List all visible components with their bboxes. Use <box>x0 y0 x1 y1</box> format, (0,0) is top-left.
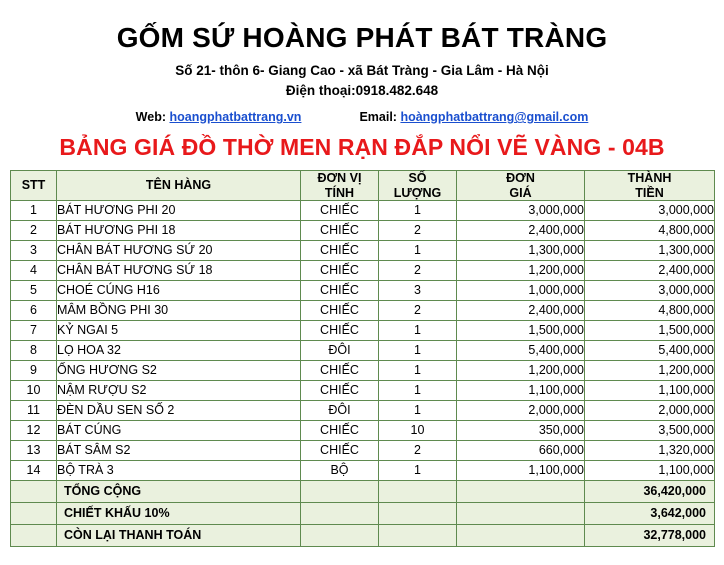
cell-name: BÁT CÚNG <box>57 420 301 440</box>
table-row <box>11 320 715 340</box>
cell-name: CHOÉ CÚNG H16 <box>57 280 301 300</box>
summary-cell-blank <box>301 502 379 524</box>
cell-stt: 3 <box>11 240 57 260</box>
cell-name: BÁT HƯƠNG PHI 20 <box>57 200 301 220</box>
column-header-unit-line2: TÍNH <box>324 185 355 200</box>
cell-qty: 1 <box>379 460 457 480</box>
cell-stt: 13 <box>11 440 57 460</box>
summary-row <box>11 502 715 524</box>
cell-unit: CHIẾC <box>301 320 379 340</box>
summary-row <box>11 480 715 502</box>
cell-stt: 8 <box>11 340 57 360</box>
table-row <box>11 280 715 300</box>
column-header-qty <box>379 171 457 201</box>
cell-price: 5,400,000 <box>457 340 585 360</box>
column-header-name: TÊN HÀNG <box>57 171 301 201</box>
column-header-price-line2: GIÁ <box>509 185 532 200</box>
summary-cell-blank <box>301 524 379 546</box>
email-label: Email: <box>359 110 397 125</box>
cell-name: BỘ TRÀ 3 <box>57 460 301 480</box>
cell-price: 660,000 <box>457 440 585 460</box>
document-header <box>10 0 714 124</box>
contact-row <box>10 110 714 124</box>
cell-name: ĐÈN DẦU SEN SỐ 2 <box>57 400 301 420</box>
table-row <box>11 220 715 240</box>
summary-cell-blank <box>457 480 585 502</box>
cell-stt: 1 <box>11 200 57 220</box>
cell-stt: 6 <box>11 300 57 320</box>
cell-qty: 1 <box>379 200 457 220</box>
cell-unit: CHIẾC <box>301 200 379 220</box>
cell-price: 1,500,000 <box>457 320 585 340</box>
cell-total: 4,800,000 <box>585 220 715 240</box>
shop-phone: Điện thoại:0918.482.648 <box>285 83 439 99</box>
cell-unit: CHIẾC <box>301 360 379 380</box>
summary-total: 36,420,000 <box>585 480 715 502</box>
cell-stt: 10 <box>11 380 57 400</box>
cell-price: 2,400,000 <box>457 220 585 240</box>
cell-stt: 9 <box>11 360 57 380</box>
cell-stt: 7 <box>11 320 57 340</box>
cell-qty: 1 <box>379 400 457 420</box>
cell-name: BÁT SÂM S2 <box>57 440 301 460</box>
cell-price: 3,000,000 <box>457 200 585 220</box>
summary-cell-blank <box>301 480 379 502</box>
cell-qty: 3 <box>379 280 457 300</box>
cell-unit: ĐÔI <box>301 340 379 360</box>
price-list-title: BẢNG GIÁ ĐỒ THỜ MEN RẠN ĐẮP NỔI VẼ VÀNG - 04B <box>59 134 665 161</box>
cell-name: LỌ HOA 32 <box>57 340 301 360</box>
table-header-row <box>11 171 715 201</box>
cell-qty: 1 <box>379 360 457 380</box>
cell-total: 1,300,000 <box>585 240 715 260</box>
table-row <box>11 260 715 280</box>
cell-stt: 11 <box>11 400 57 420</box>
cell-total: 4,800,000 <box>585 300 715 320</box>
cell-price: 1,100,000 <box>457 460 585 480</box>
cell-unit: CHIẾC <box>301 420 379 440</box>
cell-total: 1,320,000 <box>585 440 715 460</box>
table-body <box>11 200 715 546</box>
cell-name: MÂM BỒNG PHI 30 <box>57 300 301 320</box>
column-header-total-line2: TIỀN <box>635 185 664 200</box>
column-header-total-line1: THÀNH <box>627 171 672 186</box>
cell-price: 1,100,000 <box>457 380 585 400</box>
cell-unit: CHIẾC <box>301 220 379 240</box>
cell-stt: 4 <box>11 260 57 280</box>
cell-price: 2,400,000 <box>457 300 585 320</box>
column-header-unit <box>301 171 379 201</box>
cell-name: ỐNG HƯƠNG S2 <box>57 360 301 380</box>
shop-address: Số 21- thôn 6- Giang Cao - xã Bát Tràng - Gia Lâm - Hà Nội <box>175 63 549 79</box>
table-row <box>11 240 715 260</box>
cell-stt: 12 <box>11 420 57 440</box>
cell-qty: 1 <box>379 380 457 400</box>
cell-stt: 2 <box>11 220 57 240</box>
table-row <box>11 420 715 440</box>
cell-total: 1,100,000 <box>585 460 715 480</box>
cell-unit: CHIẾC <box>301 280 379 300</box>
cell-unit: CHIẾC <box>301 440 379 460</box>
cell-stt: 14 <box>11 460 57 480</box>
table-row <box>11 340 715 360</box>
column-header-unit-line1: ĐƠN VỊ <box>317 171 362 186</box>
cell-total: 3,000,000 <box>585 280 715 300</box>
summary-cell-blank <box>457 502 585 524</box>
cell-total: 2,000,000 <box>585 400 715 420</box>
cell-total: 3,000,000 <box>585 200 715 220</box>
cell-name: CHÂN BÁT HƯƠNG SỨ 20 <box>57 240 301 260</box>
website-link[interactable]: hoangphatbattrang.vn <box>169 110 302 125</box>
summary-cell-blank <box>379 502 457 524</box>
summary-cell-blank <box>457 524 585 546</box>
cell-qty: 2 <box>379 220 457 240</box>
summary-cell-blank <box>11 480 57 502</box>
table-row <box>11 380 715 400</box>
cell-qty: 2 <box>379 440 457 460</box>
cell-qty: 1 <box>379 240 457 260</box>
cell-total: 1,500,000 <box>585 320 715 340</box>
summary-label: CHIẾT KHẤU 10% <box>57 502 301 524</box>
summary-cell-blank <box>379 480 457 502</box>
column-header-stt: STT <box>11 171 57 201</box>
cell-unit: ĐÔI <box>301 400 379 420</box>
table-header <box>11 171 715 201</box>
cell-total: 1,100,000 <box>585 380 715 400</box>
table-row <box>11 400 715 420</box>
summary-label: CÒN LẠI THANH TOÁN <box>57 524 301 546</box>
cell-qty: 2 <box>379 260 457 280</box>
cell-name: NẬM RƯỢU S2 <box>57 380 301 400</box>
email-link[interactable]: hoàngphatbattrang@gmail.com <box>400 110 589 125</box>
website-entry <box>136 110 302 124</box>
column-header-price <box>457 171 585 201</box>
cell-name: BÁT HƯƠNG PHI 18 <box>57 220 301 240</box>
cell-name: KỶ NGAI 5 <box>57 320 301 340</box>
table-row <box>11 200 715 220</box>
cell-price: 1,200,000 <box>457 260 585 280</box>
table-row <box>11 440 715 460</box>
cell-unit: BỘ <box>301 460 379 480</box>
summary-total: 3,642,000 <box>585 502 715 524</box>
price-table <box>10 170 715 547</box>
summary-cell-blank <box>379 524 457 546</box>
summary-cell-blank <box>11 502 57 524</box>
cell-name: CHÂN BÁT HƯƠNG SỨ 18 <box>57 260 301 280</box>
shop-title: GỐM SỨ HOÀNG PHÁT BÁT TRÀNG <box>116 22 608 53</box>
summary-total: 32,778,000 <box>585 524 715 546</box>
cell-price: 1,200,000 <box>457 360 585 380</box>
cell-stt: 5 <box>11 280 57 300</box>
column-header-total <box>585 171 715 201</box>
cell-qty: 10 <box>379 420 457 440</box>
column-header-qty-line1: SỐ <box>408 171 427 186</box>
cell-total: 3,500,000 <box>585 420 715 440</box>
cell-qty: 1 <box>379 320 457 340</box>
table-row <box>11 460 715 480</box>
column-header-price-line1: ĐƠN <box>506 171 535 186</box>
cell-total: 5,400,000 <box>585 340 715 360</box>
cell-total: 1,200,000 <box>585 360 715 380</box>
cell-unit: CHIẾC <box>301 260 379 280</box>
table-row <box>11 300 715 320</box>
summary-label: TỔNG CỘNG <box>57 480 301 502</box>
cell-total: 2,400,000 <box>585 260 715 280</box>
cell-unit: CHIẾC <box>301 240 379 260</box>
summary-row <box>11 524 715 546</box>
cell-qty: 2 <box>379 300 457 320</box>
column-header-qty-line2: LƯỢNG <box>393 185 442 200</box>
website-label: Web: <box>135 110 166 125</box>
cell-price: 350,000 <box>457 420 585 440</box>
cell-unit: CHIẾC <box>301 380 379 400</box>
cell-price: 2,000,000 <box>457 400 585 420</box>
cell-unit: CHIẾC <box>301 300 379 320</box>
summary-cell-blank <box>11 524 57 546</box>
email-entry <box>359 110 588 124</box>
table-row <box>11 360 715 380</box>
cell-qty: 1 <box>379 340 457 360</box>
cell-price: 1,000,000 <box>457 280 585 300</box>
cell-price: 1,300,000 <box>457 240 585 260</box>
